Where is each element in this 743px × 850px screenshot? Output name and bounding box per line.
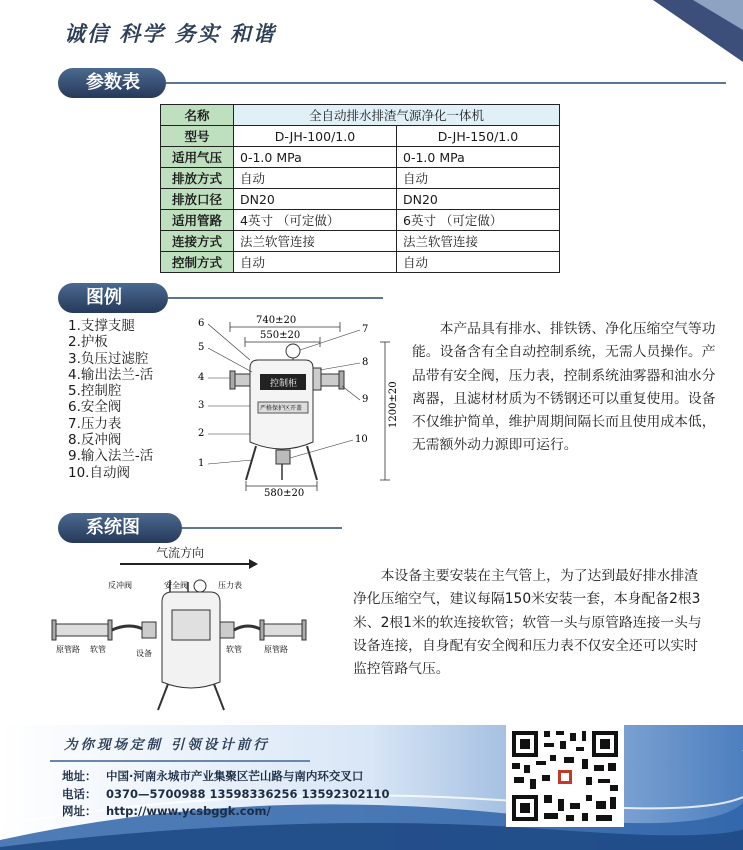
system-drawing <box>50 572 310 712</box>
table-row <box>161 147 560 168</box>
table-cell: 4英寸 （可定做） <box>234 210 397 231</box>
footer-slogan: 为你现场定制 引领设计前行 <box>64 737 270 753</box>
section-divider <box>168 297 383 299</box>
address-label: 地址： <box>62 769 97 783</box>
table-cell: 自动 <box>397 252 560 273</box>
label-pipe-left: 原管路 <box>56 645 80 654</box>
section-divider <box>166 82 726 84</box>
table-cell: 法兰软管连接 <box>397 231 560 252</box>
table-row <box>161 105 560 126</box>
table-cell: D-JH-150/1.0 <box>397 126 560 147</box>
callout-5: 5 <box>198 342 205 353</box>
callout-3: 3 <box>198 400 205 411</box>
legend-item: 2.护板 <box>68 334 108 351</box>
control-box-label: 控制柜 <box>270 379 298 389</box>
callout-4: 4 <box>198 372 205 383</box>
legend-item: 5.控制腔 <box>68 383 122 400</box>
callout-10: 10 <box>355 434 368 445</box>
table-cell-product-name: 全自动排水排渣气源净化一体机 <box>234 105 560 126</box>
callout-6: 6 <box>198 318 205 329</box>
legend-item: 10.自动阀 <box>68 464 130 481</box>
corner-decoration <box>613 0 743 90</box>
flow-direction-arrow-icon <box>120 563 250 565</box>
legend-list <box>68 318 153 481</box>
callout-2: 2 <box>198 428 205 439</box>
contact-info <box>62 768 390 821</box>
legend-item: 6.安全阀 <box>68 399 122 416</box>
header-slogan: 诚信 科学 务实 和谐 <box>64 21 276 46</box>
table-row <box>161 189 560 210</box>
callout-1: 1 <box>198 458 205 469</box>
label-device: 设备 <box>136 649 152 658</box>
figure-section-title <box>58 283 168 313</box>
label-hose-right: 软管 <box>226 645 242 654</box>
table-cell: 6英寸 （可定做） <box>397 210 560 231</box>
flow-direction-label: 气流方向 <box>156 546 205 560</box>
dim-height: 1200±20 <box>388 381 399 428</box>
table-cell: 0-1.0 MPa <box>397 147 560 168</box>
label-safety-valve: 安全阀 <box>164 581 188 590</box>
table-row <box>161 252 560 273</box>
callout-8: 8 <box>362 357 369 368</box>
params-table <box>160 104 560 273</box>
phone-value: 0370—5700988 13598336256 13592302110 <box>106 786 390 801</box>
table-cell: 0-1.0 MPa <box>234 147 397 168</box>
table-cell-key: 排放方式 <box>161 168 234 189</box>
table-cell-key: 适用气压 <box>161 147 234 168</box>
table-row <box>161 231 560 252</box>
system-title-text: 系统图 <box>86 517 140 538</box>
legend-item: 1.支撑支腿 <box>68 318 135 334</box>
address-value: 中国·河南永城市产业集聚区芒山路与南内环交叉口 <box>106 769 364 783</box>
legend-item: 4.输出法兰-活 <box>68 366 154 383</box>
table-cell-key: 排放口径 <box>161 189 234 210</box>
params-section-title <box>58 68 166 98</box>
table-cell-key: 控制方式 <box>161 252 234 273</box>
table-cell-key: 型号 <box>161 126 234 147</box>
callout-7: 7 <box>362 324 369 335</box>
website-label: 网址： <box>62 804 97 818</box>
table-row <box>161 210 560 231</box>
figure-title-text: 图例 <box>86 287 122 308</box>
dim-inner-width: 550±20 <box>260 330 301 341</box>
plate-label: 严格保护区开盖 <box>260 405 303 412</box>
dim-base-width: 580±20 <box>264 488 305 499</box>
table-cell-key: 连接方式 <box>161 231 234 252</box>
legend-item: 7.压力表 <box>68 415 122 432</box>
product-description: 本产品具有排水、排铁锈、净化压缩空气等功能。设备含有全自动控制系统，无需人员操作。产品带有安全阀，压力表，控制系统油雾器和油水分离器，且滤材材质为不锈钢还可以重复使用。设备不仅维护简单，维护周期间隔长而且使用成本低，无需额外动力源即可运行。 <box>412 321 716 454</box>
phone-label: 电话： <box>62 786 97 801</box>
legend-item: 8.反冲阀 <box>68 432 122 449</box>
table-cell: 法兰软管连接 <box>234 231 397 252</box>
table-cell-key: 名称 <box>161 105 234 126</box>
table-cell: 自动 <box>234 168 397 189</box>
qr-code-icon <box>506 725 624 827</box>
table-row <box>161 168 560 189</box>
params-title-text: 参数表 <box>86 72 140 93</box>
system-section-title <box>58 513 182 543</box>
system-description: 本设备主要安装在主气管上，为了达到最好排水排渣净化压缩空气，建议每隔150米安装一套，本身配备2根3米、2根1米的软连接软管；软管一头与原管路连接一头与设备连接，自身配有安全阀和压力表不仅安全还可以实时监控管路气压。 <box>353 568 702 678</box>
label-hose-left: 软管 <box>90 645 106 654</box>
footer-slogan-divider <box>50 760 310 762</box>
table-cell: 自动 <box>234 252 397 273</box>
label-pressure-gauge: 压力表 <box>218 581 242 590</box>
label-pipe-right: 原管路 <box>264 645 288 654</box>
table-cell: D-JH-100/1.0 <box>234 126 397 147</box>
website-value[interactable]: http://www.ycsbggk.com/ <box>106 804 271 818</box>
table-row <box>161 126 560 147</box>
table-cell: DN20 <box>397 189 560 210</box>
legend-item: 3.负压过滤腔 <box>68 350 149 367</box>
legend-item: 9.输入法兰-活 <box>68 448 154 465</box>
table-cell: DN20 <box>234 189 397 210</box>
callout-9: 9 <box>362 394 369 405</box>
table-cell: 自动 <box>397 168 560 189</box>
label-backflush-valve: 反冲阀 <box>108 581 132 590</box>
dim-top-width: 740±20 <box>256 315 297 326</box>
section-divider <box>182 527 342 529</box>
table-cell-key: 适用管路 <box>161 210 234 231</box>
equipment-drawing <box>190 310 400 500</box>
